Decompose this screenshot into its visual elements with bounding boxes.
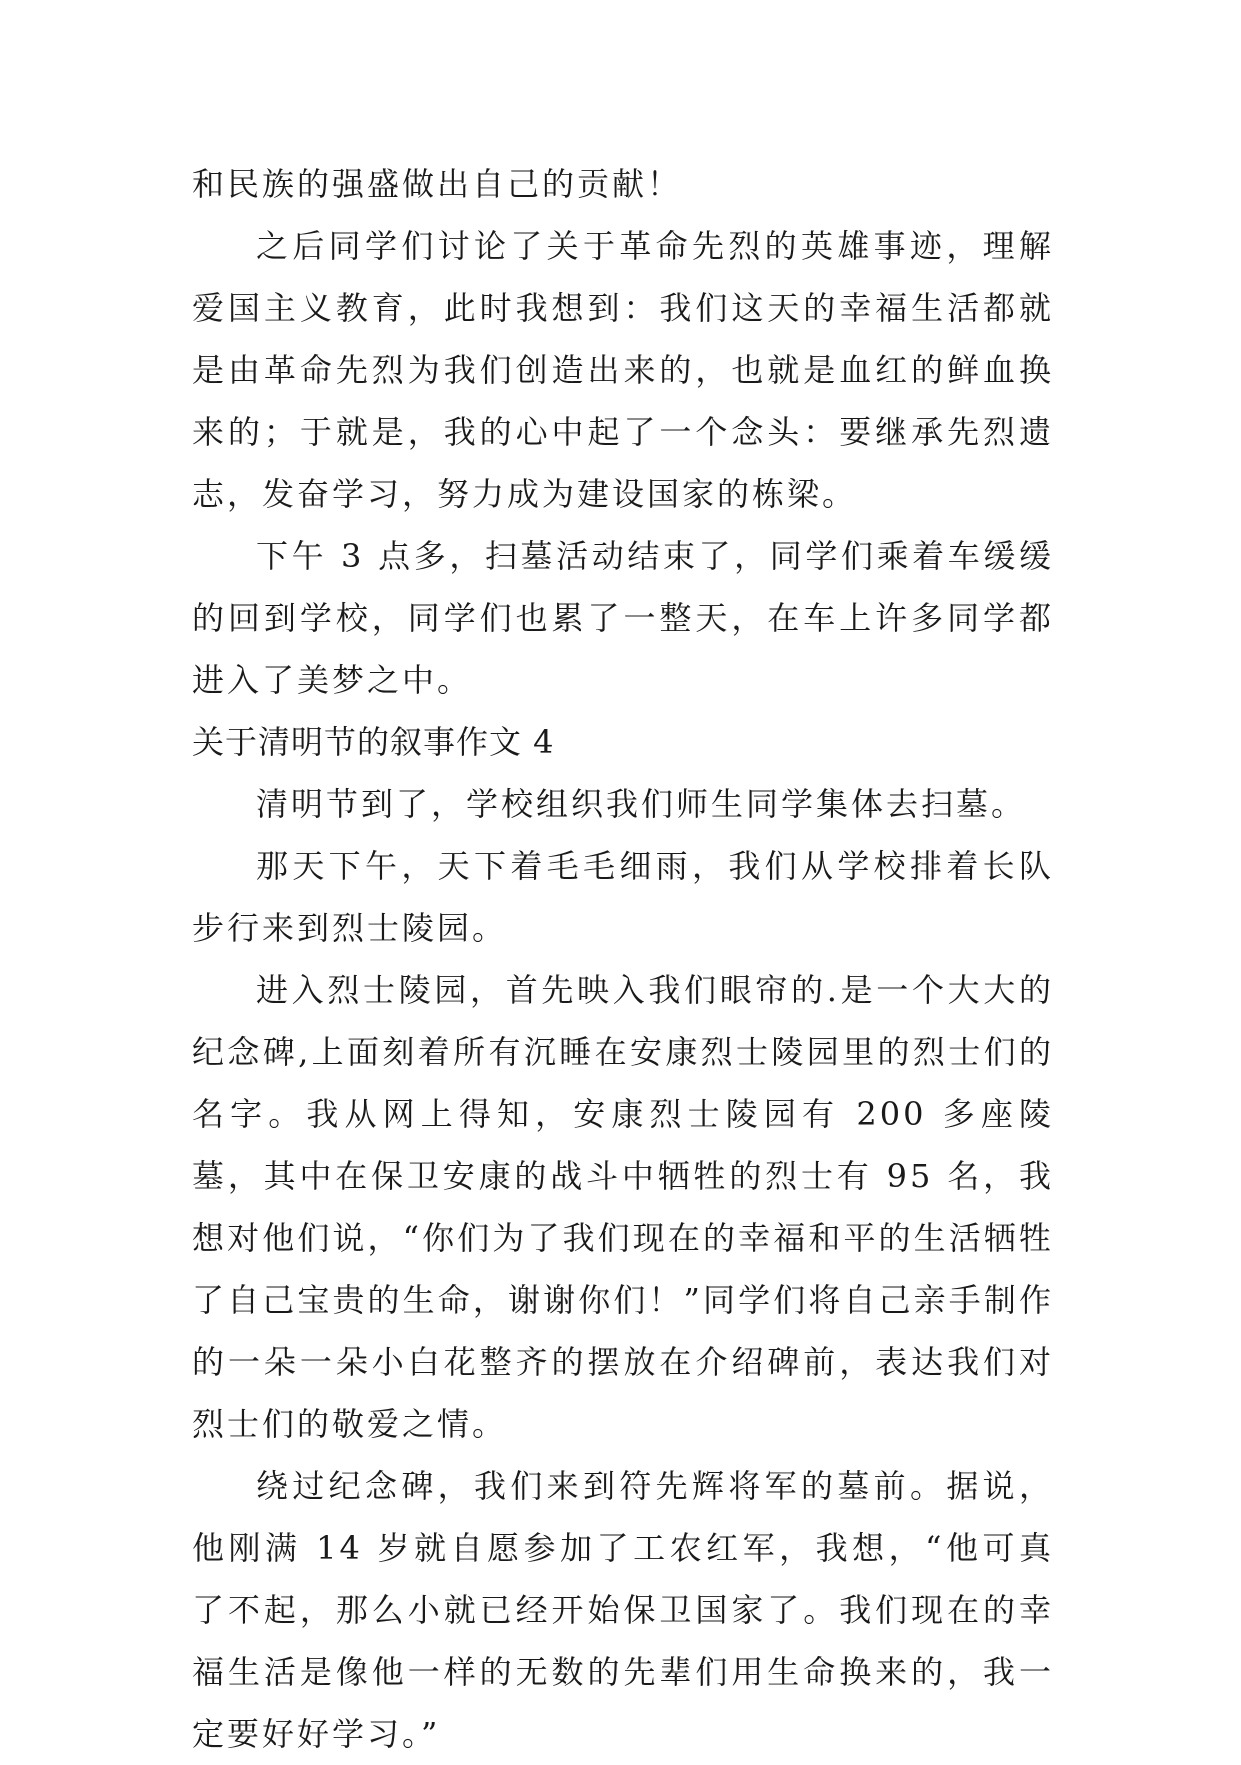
paragraph: 清明节到了，学校组织我们师生同学集体去扫墓。 bbox=[256, 785, 1027, 823]
paragraph: 之后同学们讨论了关于革命先烈的英雄事迹，理解爱国主义教育，此时我想到：我们这天的幸福生活都就是由革命先烈为我们创造出来的，也就是血红的鲜血换来的；于就是，我的心中起了一个念头：要继承先烈遗志，发奋学习，努力成为建设国家的栋梁。 bbox=[192, 227, 1054, 513]
paragraph: 绕过纪念碑，我们来到符先辉将军的墓前。据说，他刚满 14 岁就自愿参加了工农红军，我想，“他可真了不起，那么小就已经开始保卫国家了。我们现在的幸福生活是像他一样的无数的先辈们用生命换来的，我一定要好好学习。” bbox=[192, 1467, 1054, 1753]
paragraph: 下午 3 点多，扫墓活动结束了，同学们乘着车缓缓的回到学校，同学们也累了一整天，在车上许多同学都进入了美梦之中。 bbox=[192, 537, 1054, 699]
document-body bbox=[192, 153, 1054, 1765]
continuation-paragraph: 和民族的强盛做出自己的贡献！ bbox=[192, 165, 683, 203]
section-heading: 关于清明节的叙事作文 4 bbox=[192, 723, 555, 761]
paragraph: 进入烈士陵园，首先映入我们眼帘的.是一个大大的纪念碑,上面刻着所有沉睡在安康烈士陵园里的烈士们的名字。我从网上得知，安康烈士陵园有 200 多座陵墓，其中在保卫安康的战斗中牺牲的烈士有 95 名，我想对他们说，“你们为了我们现在的幸福和平的生活牺牲了自己宝贵的生命，谢谢你们！”同学们将自己亲手制作的一朵一朵小白花整齐的摆放在介绍碑前，表达我们对烈士们的敬爱之情。 bbox=[192, 971, 1054, 1443]
paragraph: 那天下午，天下着毛毛细雨，我们从学校排着长队步行来到烈士陵园。 bbox=[192, 847, 1054, 947]
